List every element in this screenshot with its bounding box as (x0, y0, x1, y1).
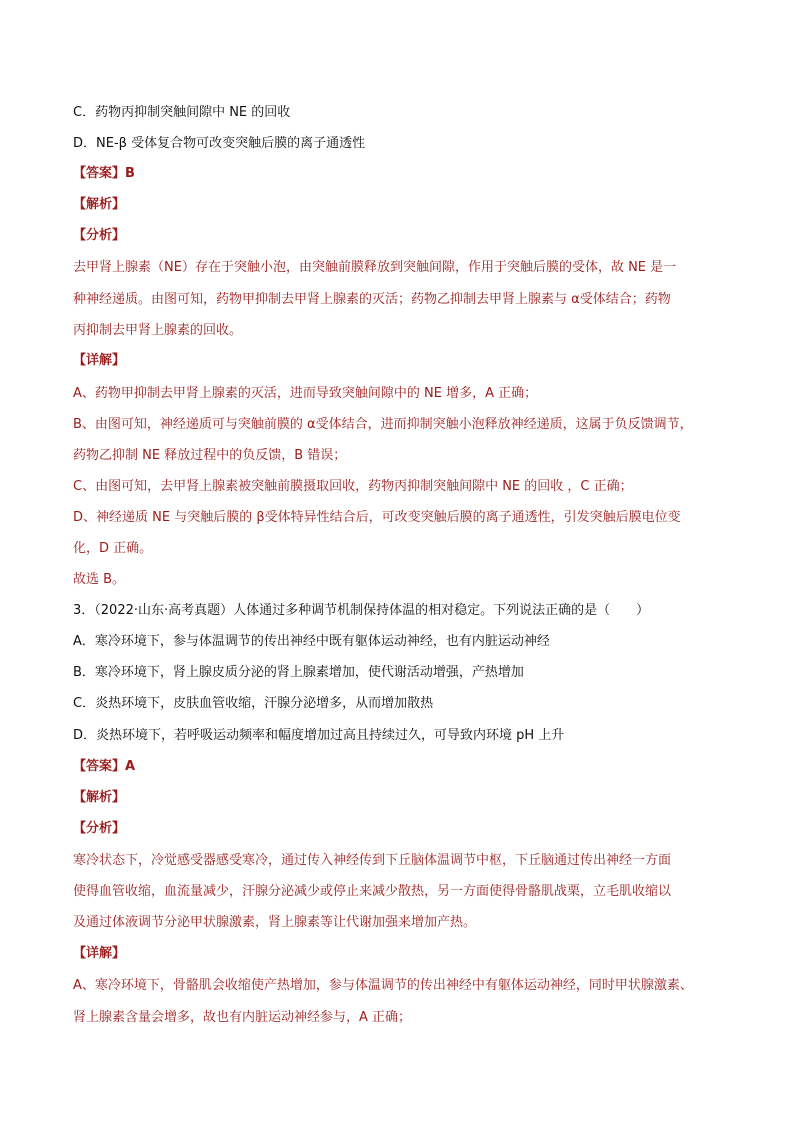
q2-fenxi-heading: 【分析】 (73, 228, 126, 243)
q2-detail-line: D、神经递质 NE 与突触后膜的 β受体特异性结合后，可改变突触后膜的离子通透性，引发突触后膜电位变 (73, 510, 681, 525)
q2-fenxi-line: 种神经递质。由图可知，药物甲抑制去甲肾上腺素的灭活；药物乙抑制去甲肾上腺素与 α受体结合；药物 (73, 292, 671, 307)
q2-detail-line: A、药物甲抑制去甲肾上腺素的灭活，进而导致突触间隙中的 NE 增多，A 正确； (73, 386, 538, 401)
q3-detail-line: 肾上腺素含量会增多，故也有内脏运动神经参与，A 正确； (73, 1010, 412, 1025)
q2-answer: 【答案】B (73, 166, 135, 181)
q3-fenxi-line: 寒冷状态下，冷觉感受器感受寒冷，通过传入神经传到下丘脑体温调节中枢，下丘脑通过传出神经一方面 (73, 853, 672, 868)
q3-option-d: D．炎热环境下，若呼吸运动频率和幅度增加过高且持续过久，可导致内环境 pH 上升 (73, 728, 565, 743)
q2-analysis-heading: 【解析】 (73, 197, 126, 212)
q2-conclusion: 故选 B。 (73, 572, 126, 587)
q3-answer: 【答案】A (73, 759, 136, 774)
q3-fenxi-line: 及通过体液调节分泌甲状腺激素，肾上腺素等让代谢加强来增加产热。 (73, 915, 477, 930)
q2-option-c: C．药物丙抑制突触间隙中 NE 的回收 (73, 105, 291, 120)
q3-stem: 3．（2022·山东·高考真题）人体通过多种调节机制保持体温的相对稳定。下列说法正确的是（ ） (73, 603, 650, 618)
q3-option-c: C．炎热环境下，皮肤血管收缩，汗腺分泌增多，从而增加散热 (73, 696, 434, 711)
q2-option-d: D．NE-β 受体复合物可改变突触后膜的离子通透性 (73, 136, 366, 151)
q3-option-a: A．寒冷环境下，参与体温调节的传出神经中既有躯体运动神经，也有内脏运动神经 (73, 634, 550, 649)
q2-fenxi-line: 去甲肾上腺素（NE）存在于突触小泡，由突触前膜释放到突触间隙，作用于突触后膜的受体，故 NE 是一 (73, 260, 677, 275)
q2-detail-line: 化，D 正确。 (73, 541, 153, 556)
q3-detail-line: A、寒冷环境下，骨骼肌会收缩使产热增加，参与体温调节的传出神经中有躯体运动神经，同时甲状腺激素、 (73, 978, 693, 993)
q2-detail-line: C、由图可知，去甲肾上腺素被突触前膜摄取回收，药物丙抑制突触间隙中 NE 的回收 ，C 正确； (73, 479, 633, 494)
q3-fenxi-line: 使得血管收缩，血流量减少，汗腺分泌减少或停止来减少散热，另一方面使得骨骼肌战栗，立毛肌收缩以 (73, 884, 672, 899)
q3-analysis-heading: 【解析】 (73, 790, 126, 805)
q3-fenxi-heading: 【分析】 (73, 821, 126, 836)
q2-fenxi-line: 丙抑制去甲肾上腺素的回收。 (73, 323, 243, 338)
q2-detail-line: 药物乙抑制 NE 释放过程中的负反馈，B 错误； (73, 448, 347, 463)
q3-option-b: B．寒冷环境下，肾上腺皮质分泌的肾上腺素增加，使代谢活动增强，产热增加 (73, 665, 524, 680)
q2-detail-line: B、由图可知，神经递质可与突触前膜的 α受体结合，进而抑制突触小泡释放神经递质，这属于负反馈调节， (73, 417, 693, 432)
q3-detail-heading: 【详解】 (73, 946, 126, 961)
q2-detail-heading: 【详解】 (73, 353, 126, 368)
